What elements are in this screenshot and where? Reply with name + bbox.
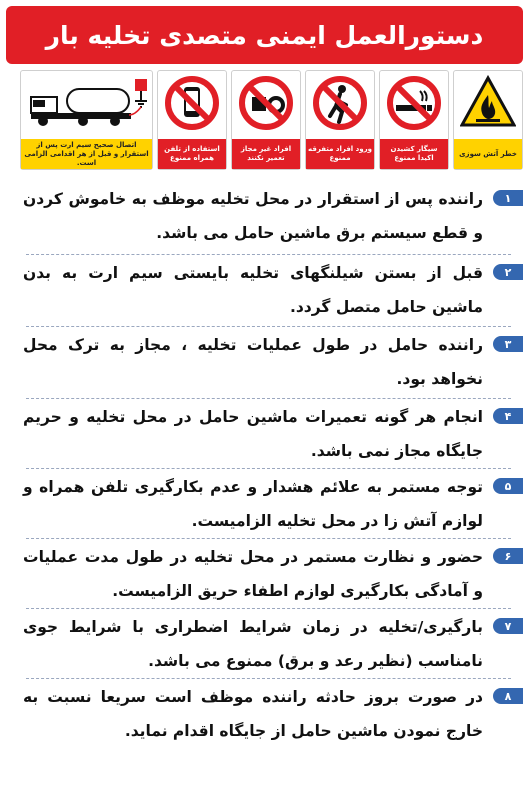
icon-tile-flammable xyxy=(453,70,523,170)
icon-tile-no-smoking xyxy=(379,70,449,170)
no-pedestrian-icon xyxy=(312,75,368,131)
icon-caption: اتصال صحیح سیم ارت پس از استقرار و قبل از هر اقدامی الزامی است. xyxy=(21,139,152,169)
icon-tile-tanker xyxy=(20,70,153,170)
rule-number-badge: ۶ xyxy=(493,548,523,564)
rule-number-badge: ۳ xyxy=(493,336,523,352)
divider xyxy=(26,254,511,255)
list-item xyxy=(6,400,523,470)
rule-text: در صورت بروز حادثه راننده موظف است سریعا نسبت به خارج نمودن ماشین حامل از جایگاه اقدام نماید. xyxy=(23,688,483,740)
page-title: دستورالعمل ایمنی متصدی تخلیه بار xyxy=(45,20,484,50)
flammable-warning-icon xyxy=(460,75,516,129)
rule-number-badge: ۷ xyxy=(493,618,523,634)
tanker-ground-connection-icon xyxy=(23,75,151,133)
safety-icons-row xyxy=(6,70,523,172)
list-item xyxy=(6,470,523,540)
list-item xyxy=(6,610,523,680)
rule-text: حضور و نظارت مستمر در محل تخلیه در طول مدت عملیات و آمادگی بکارگیری لوازم اطفاء حریق الزامیست. xyxy=(23,548,483,600)
list-item xyxy=(6,680,523,750)
icon-caption: ورود افراد متفرقه ممنوع xyxy=(306,139,374,169)
no-unauthorized-repair-icon xyxy=(238,75,294,131)
divider xyxy=(26,678,511,679)
icon-caption: افراد غیر مجاز تعمیر نکنند xyxy=(232,139,300,169)
rule-number-badge: ۲ xyxy=(493,264,523,280)
divider xyxy=(26,398,511,399)
list-item xyxy=(6,256,523,326)
rule-text: راننده پس از استقرار در محل تخلیه موظف به خاموش کردن و قطع سیستم برق ماشین حامل می باشد. xyxy=(23,190,483,242)
rule-text: بارگیری/تخلیه در زمان شرایط اضطراری با شرایط جوی نامناسب (نظیر رعد و برق) ممنوع می باشد. xyxy=(23,618,483,670)
list-item xyxy=(6,540,523,610)
rule-number-badge: ۴ xyxy=(493,408,523,424)
divider xyxy=(26,326,511,327)
no-smoking-icon xyxy=(386,75,442,131)
divider xyxy=(26,608,511,609)
list-item xyxy=(6,328,523,398)
rule-text: قبل از بستن شیلنگهای تخلیه بایستی سیم ارت به بدن ماشین حامل متصل گردد. xyxy=(23,264,483,316)
icon-caption: استفاده از تلفن همراه ممنوع xyxy=(158,139,226,169)
rule-number-badge: ۸ xyxy=(493,688,523,704)
rule-number-badge: ۱ xyxy=(493,190,523,206)
rule-text: انجام هر گونه تعمیرات ماشین حامل در محل تخلیه و حریم جایگاه مجاز نمی باشد. xyxy=(23,408,483,460)
icon-tile-no-pedestrian xyxy=(305,70,375,170)
icon-caption: خطر آتش سوزی xyxy=(454,139,522,169)
divider xyxy=(26,468,511,469)
icon-caption: سیگار کشیدن اکیدا ممنوع xyxy=(380,139,448,169)
list-item xyxy=(6,182,523,252)
rule-text: توجه مستمر به علائم هشدار و عدم بکارگیری تلفن همراه و لوازم آتش زا در محل تخلیه الزامیست. xyxy=(23,478,483,530)
no-mobile-phone-icon xyxy=(164,75,220,131)
icon-tile-no-mobile xyxy=(157,70,227,170)
rules-list xyxy=(6,178,523,778)
rule-text: راننده حامل در طول عملیات تخلیه ، مجاز به ترک محل نخواهد بود. xyxy=(23,336,483,388)
title-bar xyxy=(6,6,523,64)
rule-number-badge: ۵ xyxy=(493,478,523,494)
icon-tile-no-repair xyxy=(231,70,301,170)
divider xyxy=(26,538,511,539)
